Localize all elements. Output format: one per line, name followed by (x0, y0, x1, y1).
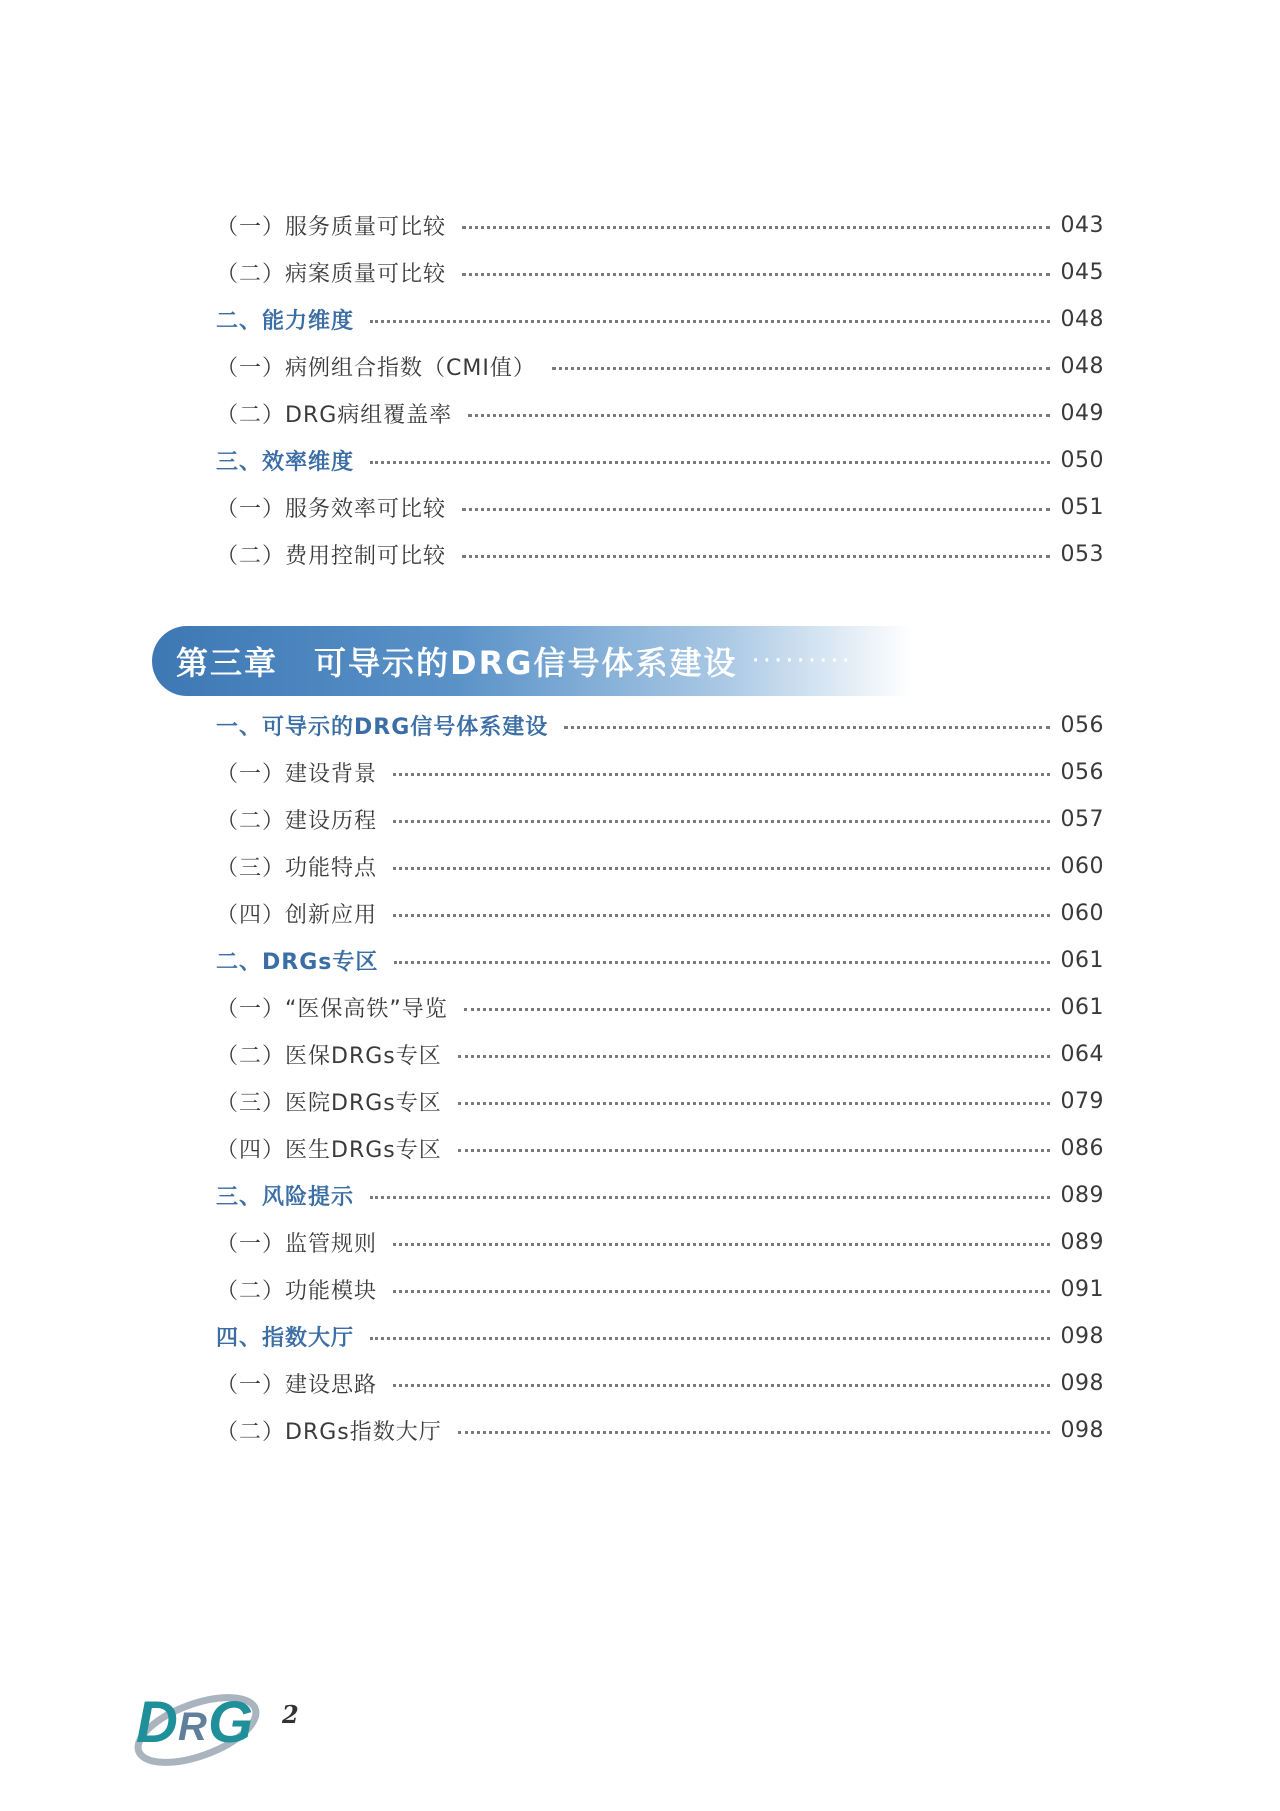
toc-entry-label: （二）建设历程 (216, 808, 378, 834)
toc-entry-label: 一、可导示的DRG信号体系建设 (216, 714, 549, 740)
toc-subsection-entry[interactable] (216, 487, 1104, 527)
toc-leader-dots (394, 960, 1050, 964)
toc-subsection-entry[interactable] (216, 205, 1104, 245)
toc-subsection-entry[interactable] (216, 393, 1104, 433)
toc-subsection-entry[interactable] (216, 1269, 1104, 1309)
toc-leader-dots (370, 1195, 1050, 1199)
toc-leader-dots (370, 319, 1050, 323)
toc-leader-dots (464, 1007, 1050, 1011)
toc-subsection-entry[interactable] (216, 752, 1104, 792)
toc-entry-label: （四）创新应用 (216, 902, 378, 928)
toc-subsection-entry[interactable] (216, 1034, 1104, 1074)
toc-leader-dots (393, 1289, 1050, 1293)
toc-subsection-entry[interactable] (216, 1128, 1104, 1168)
toc-section-entry[interactable] (216, 940, 1104, 980)
toc-leader-dots (458, 1101, 1050, 1105)
toc-subsection-entry[interactable] (216, 846, 1104, 886)
toc-entry-label: （一）建设背景 (216, 761, 378, 787)
chapter-leader-dots: ········· (751, 646, 853, 676)
toc-entry-label: （二）功能模块 (216, 1278, 378, 1304)
chapter-banner[interactable] (152, 626, 912, 696)
toc-entry-label: （一）建设思路 (216, 1372, 378, 1398)
toc-entry-label: 二、DRGs专区 (216, 949, 379, 975)
toc-entry-label: （一）服务质量可比较 (216, 214, 447, 240)
toc-page-number: 089 (1060, 1229, 1104, 1255)
toc-entry-label: 四、指数大厅 (216, 1325, 355, 1351)
toc-subsection-entry[interactable] (216, 252, 1104, 292)
toc-page-number: 079 (1060, 1088, 1104, 1114)
toc-entry-label: 三、风险提示 (216, 1184, 355, 1210)
toc-leader-dots (393, 1383, 1050, 1387)
toc-subsection-entry[interactable] (216, 534, 1104, 574)
toc-entry-label: （一）病例组合指数（CMI值） (216, 355, 536, 381)
toc-leader-dots (393, 819, 1050, 823)
svg-text:R: R (178, 1705, 207, 1749)
toc-page-number: 060 (1060, 900, 1104, 926)
toc-subsection-entry[interactable] (216, 1222, 1104, 1262)
toc-section-entry[interactable] (216, 440, 1104, 480)
toc-page-number: 061 (1060, 947, 1104, 973)
toc-leader-dots (458, 1430, 1050, 1434)
toc-page-number: 051 (1060, 494, 1104, 520)
toc-page-number: 098 (1060, 1370, 1104, 1396)
toc-entry-label: （二）费用控制可比较 (216, 543, 447, 569)
toc-entry-label: （二）医保DRGs专区 (216, 1043, 442, 1069)
drg-logo-icon (122, 1670, 272, 1770)
toc-leader-dots (564, 725, 1050, 729)
toc-section-entry[interactable] (216, 1316, 1104, 1356)
toc-page-number: 056 (1060, 712, 1104, 738)
toc-leader-dots (552, 366, 1050, 370)
toc-leader-dots (370, 1336, 1050, 1340)
toc-page-number: 057 (1060, 806, 1104, 832)
toc-entry-label: 三、效率维度 (216, 449, 355, 475)
page-number: 2 (282, 1700, 299, 1729)
toc-page-number: 086 (1060, 1135, 1104, 1161)
toc-page-number: 098 (1060, 1417, 1104, 1443)
toc-page-number: 048 (1060, 306, 1104, 332)
toc-section-entry[interactable] (216, 1175, 1104, 1215)
toc-page-number: 064 (1060, 1041, 1104, 1067)
svg-text:D: D (136, 1690, 178, 1755)
toc-page-number: 050 (1060, 447, 1104, 473)
toc-leader-dots (458, 1054, 1050, 1058)
toc-leader-dots (462, 272, 1050, 276)
toc-leader-dots (393, 866, 1050, 870)
toc-page-number: 049 (1060, 400, 1104, 426)
toc-page-number: 091 (1060, 1276, 1104, 1302)
toc-section-entry[interactable] (216, 705, 1104, 745)
toc-entry-label: 二、能力维度 (216, 308, 355, 334)
toc-page-number: 048 (1060, 353, 1104, 379)
toc-subsection-entry[interactable] (216, 893, 1104, 933)
toc-entry-label: （二）DRGs指数大厅 (216, 1419, 442, 1445)
toc-leader-dots (462, 507, 1050, 511)
toc-leader-dots (393, 913, 1050, 917)
chapter-title: 可导示的DRG信号体系建设 (314, 644, 738, 682)
toc-entry-label: （四）医生DRGs专区 (216, 1137, 442, 1163)
toc-entry-label: （三）功能特点 (216, 855, 378, 881)
toc-leader-dots (370, 460, 1050, 464)
toc-page-number: 056 (1060, 759, 1104, 785)
toc-page-number: 061 (1060, 994, 1104, 1020)
toc-entry-label: （一）“医保高铁”导览 (216, 996, 448, 1022)
toc-section-entry[interactable] (216, 299, 1104, 339)
toc-leader-dots (393, 1242, 1050, 1246)
toc-subsection-entry[interactable] (216, 346, 1104, 386)
chapter-number: 第三章 (176, 644, 279, 682)
toc-entry-label: （三）医院DRGs专区 (216, 1090, 442, 1116)
toc-leader-dots (462, 225, 1050, 229)
toc-page-number: 053 (1060, 541, 1104, 567)
toc-page-number: 098 (1060, 1323, 1104, 1349)
toc-leader-dots (393, 772, 1050, 776)
toc-page-number: 043 (1060, 212, 1104, 238)
toc-entry-label: （一）监管规则 (216, 1231, 378, 1257)
toc-subsection-entry[interactable] (216, 799, 1104, 839)
toc-leader-dots (468, 413, 1050, 417)
svg-text:G: G (208, 1690, 254, 1755)
toc-subsection-entry[interactable] (216, 987, 1104, 1027)
toc-entry-label: （二）病案质量可比较 (216, 261, 447, 287)
toc-entry-label: （二）DRG病组覆盖率 (216, 402, 453, 428)
toc-leader-dots (462, 554, 1050, 558)
toc-page-number: 060 (1060, 853, 1104, 879)
toc-entry-label: （一）服务效率可比较 (216, 496, 447, 522)
toc-leader-dots (458, 1148, 1050, 1152)
toc-subsection-entry[interactable] (216, 1081, 1104, 1121)
toc-subsection-entry[interactable] (216, 1363, 1104, 1403)
toc-page-number: 089 (1060, 1182, 1104, 1208)
toc-page-number: 045 (1060, 259, 1104, 285)
toc-subsection-entry[interactable] (216, 1410, 1104, 1450)
